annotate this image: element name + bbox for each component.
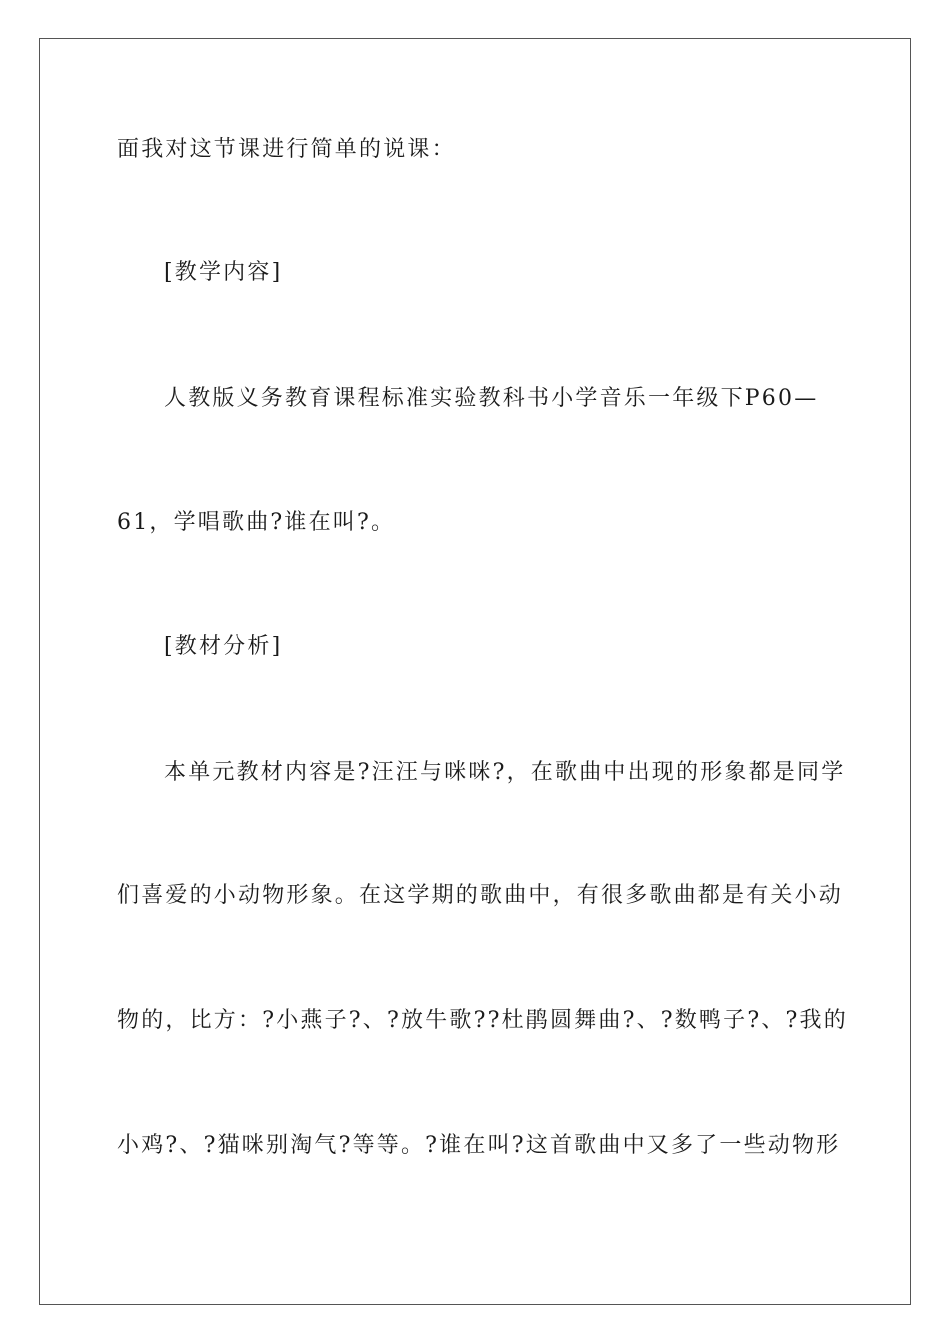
text-line-analysis-4: 小鸡?、?猫咪别淘气?等等。?谁在叫?这首歌曲中又多了一些动物形: [117, 1133, 841, 1158]
text-line-intro: 面我对这节课进行简单的说课：: [117, 137, 456, 162]
section-heading-teaching-content: [教学内容]: [164, 260, 283, 285]
text-line-analysis-1: 本单元教材内容是?汪汪与咪咪?，在歌曲中出现的形象都是同学: [164, 760, 846, 785]
text-line-analysis-3: 物的，比方：?小燕子?、?放牛歌??杜鹃圆舞曲?、?数鸭子?、?我的: [117, 1008, 848, 1033]
text-line-analysis-2: 们喜爱的小动物形象。在这学期的歌曲中，有很多歌曲都是有关小动: [117, 883, 844, 908]
page-border: [39, 38, 911, 1305]
text-line-content-2: 61，学唱歌曲?谁在叫?。: [117, 510, 396, 535]
section-heading-material-analysis: [教材分析]: [164, 634, 283, 659]
text-line-content-1: 人教版义务教育课程标准实验教科书小学音乐一年级下P60—: [164, 386, 819, 411]
